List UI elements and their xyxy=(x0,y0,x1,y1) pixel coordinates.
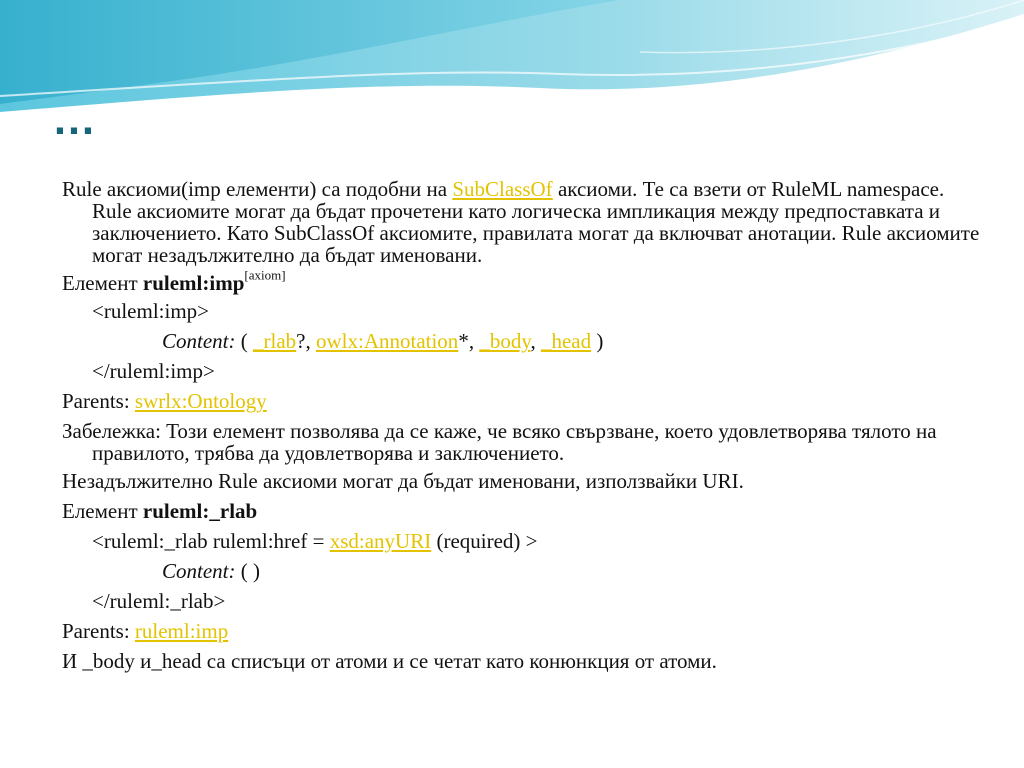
element-ruleml-rlab-heading xyxy=(62,500,982,522)
link-head[interactable]: _head xyxy=(540,329,592,353)
content-line-rlab xyxy=(162,560,982,582)
content-label: Content: xyxy=(162,329,236,353)
element-ruleml-imp-heading xyxy=(62,267,982,295)
parents-line-rlab xyxy=(62,620,982,642)
text: <ruleml:_rlab ruleml:href = xyxy=(92,529,330,553)
text: ( ) xyxy=(235,559,260,583)
link-rlab[interactable]: _rlab xyxy=(253,329,297,353)
text: Елемент xyxy=(62,499,143,523)
text: аксиоми. Те са взети от RuleML namespace. Rule аксиомите могат да бъдат прочетени като логическа импликация между предпоставката и заключението. Като SubClassOf аксиомите, правилата могат да включват анотации. Rule аксиомите могат незадължително да бъдат именовани. xyxy=(92,177,980,267)
rlab-close-tag-line: </ruleml:_rlab> xyxy=(92,589,226,613)
text: Parents: xyxy=(62,389,135,413)
element-name: ruleml:imp xyxy=(142,271,245,295)
text: Елемент xyxy=(62,271,143,295)
content-line-imp xyxy=(162,330,982,352)
rlab-open-tag-line xyxy=(92,530,982,552)
link-owlx-annotation[interactable]: owlx:Annotation xyxy=(315,329,459,353)
slide-title: … xyxy=(52,95,98,144)
link-subclassof[interactable]: SubClassOf xyxy=(452,177,553,201)
text: ?, xyxy=(296,329,316,353)
text: ( xyxy=(235,329,253,353)
header-wave-decoration xyxy=(0,0,1024,130)
content-label: Content: xyxy=(162,559,236,583)
link-ruleml-imp[interactable]: ruleml:imp xyxy=(134,619,229,643)
element-name: ruleml:_rlab xyxy=(142,499,258,523)
body-head-paragraph: И _body и_head са списъци от атоми и се четат като конюнкция от атоми. xyxy=(62,649,717,673)
note-paragraph: Забележка: Този елемент позволява да се каже, че всяко свързване, което удовлетворява тялото на правилото, трябва да удовлетворява и заключението. xyxy=(62,419,937,465)
text: Parents: xyxy=(62,619,135,643)
link-body[interactable]: _body xyxy=(479,329,531,353)
text: Rule аксиоми(imp елементи) са подобни на xyxy=(62,177,453,201)
open-tag-line: <ruleml:imp> xyxy=(92,299,210,323)
text: (required) > xyxy=(431,529,538,553)
superscript: [axiom] xyxy=(244,267,286,283)
link-swrlx-ontology[interactable]: swrlx:Ontology xyxy=(134,389,267,413)
link-xsd-anyuri[interactable]: xsd:anyURI xyxy=(329,529,432,553)
close-tag-line: </ruleml:imp> xyxy=(92,359,215,383)
optional-naming-paragraph: Незадължително Rule аксиоми могат да бъдат именовани, използвайки URI. xyxy=(62,469,744,493)
text: *, xyxy=(458,329,480,353)
parents-line-imp xyxy=(62,390,982,412)
text: , xyxy=(530,329,541,353)
slide-body xyxy=(62,178,982,678)
paragraph-rule-axioms xyxy=(62,178,982,266)
text: ) xyxy=(591,329,604,353)
